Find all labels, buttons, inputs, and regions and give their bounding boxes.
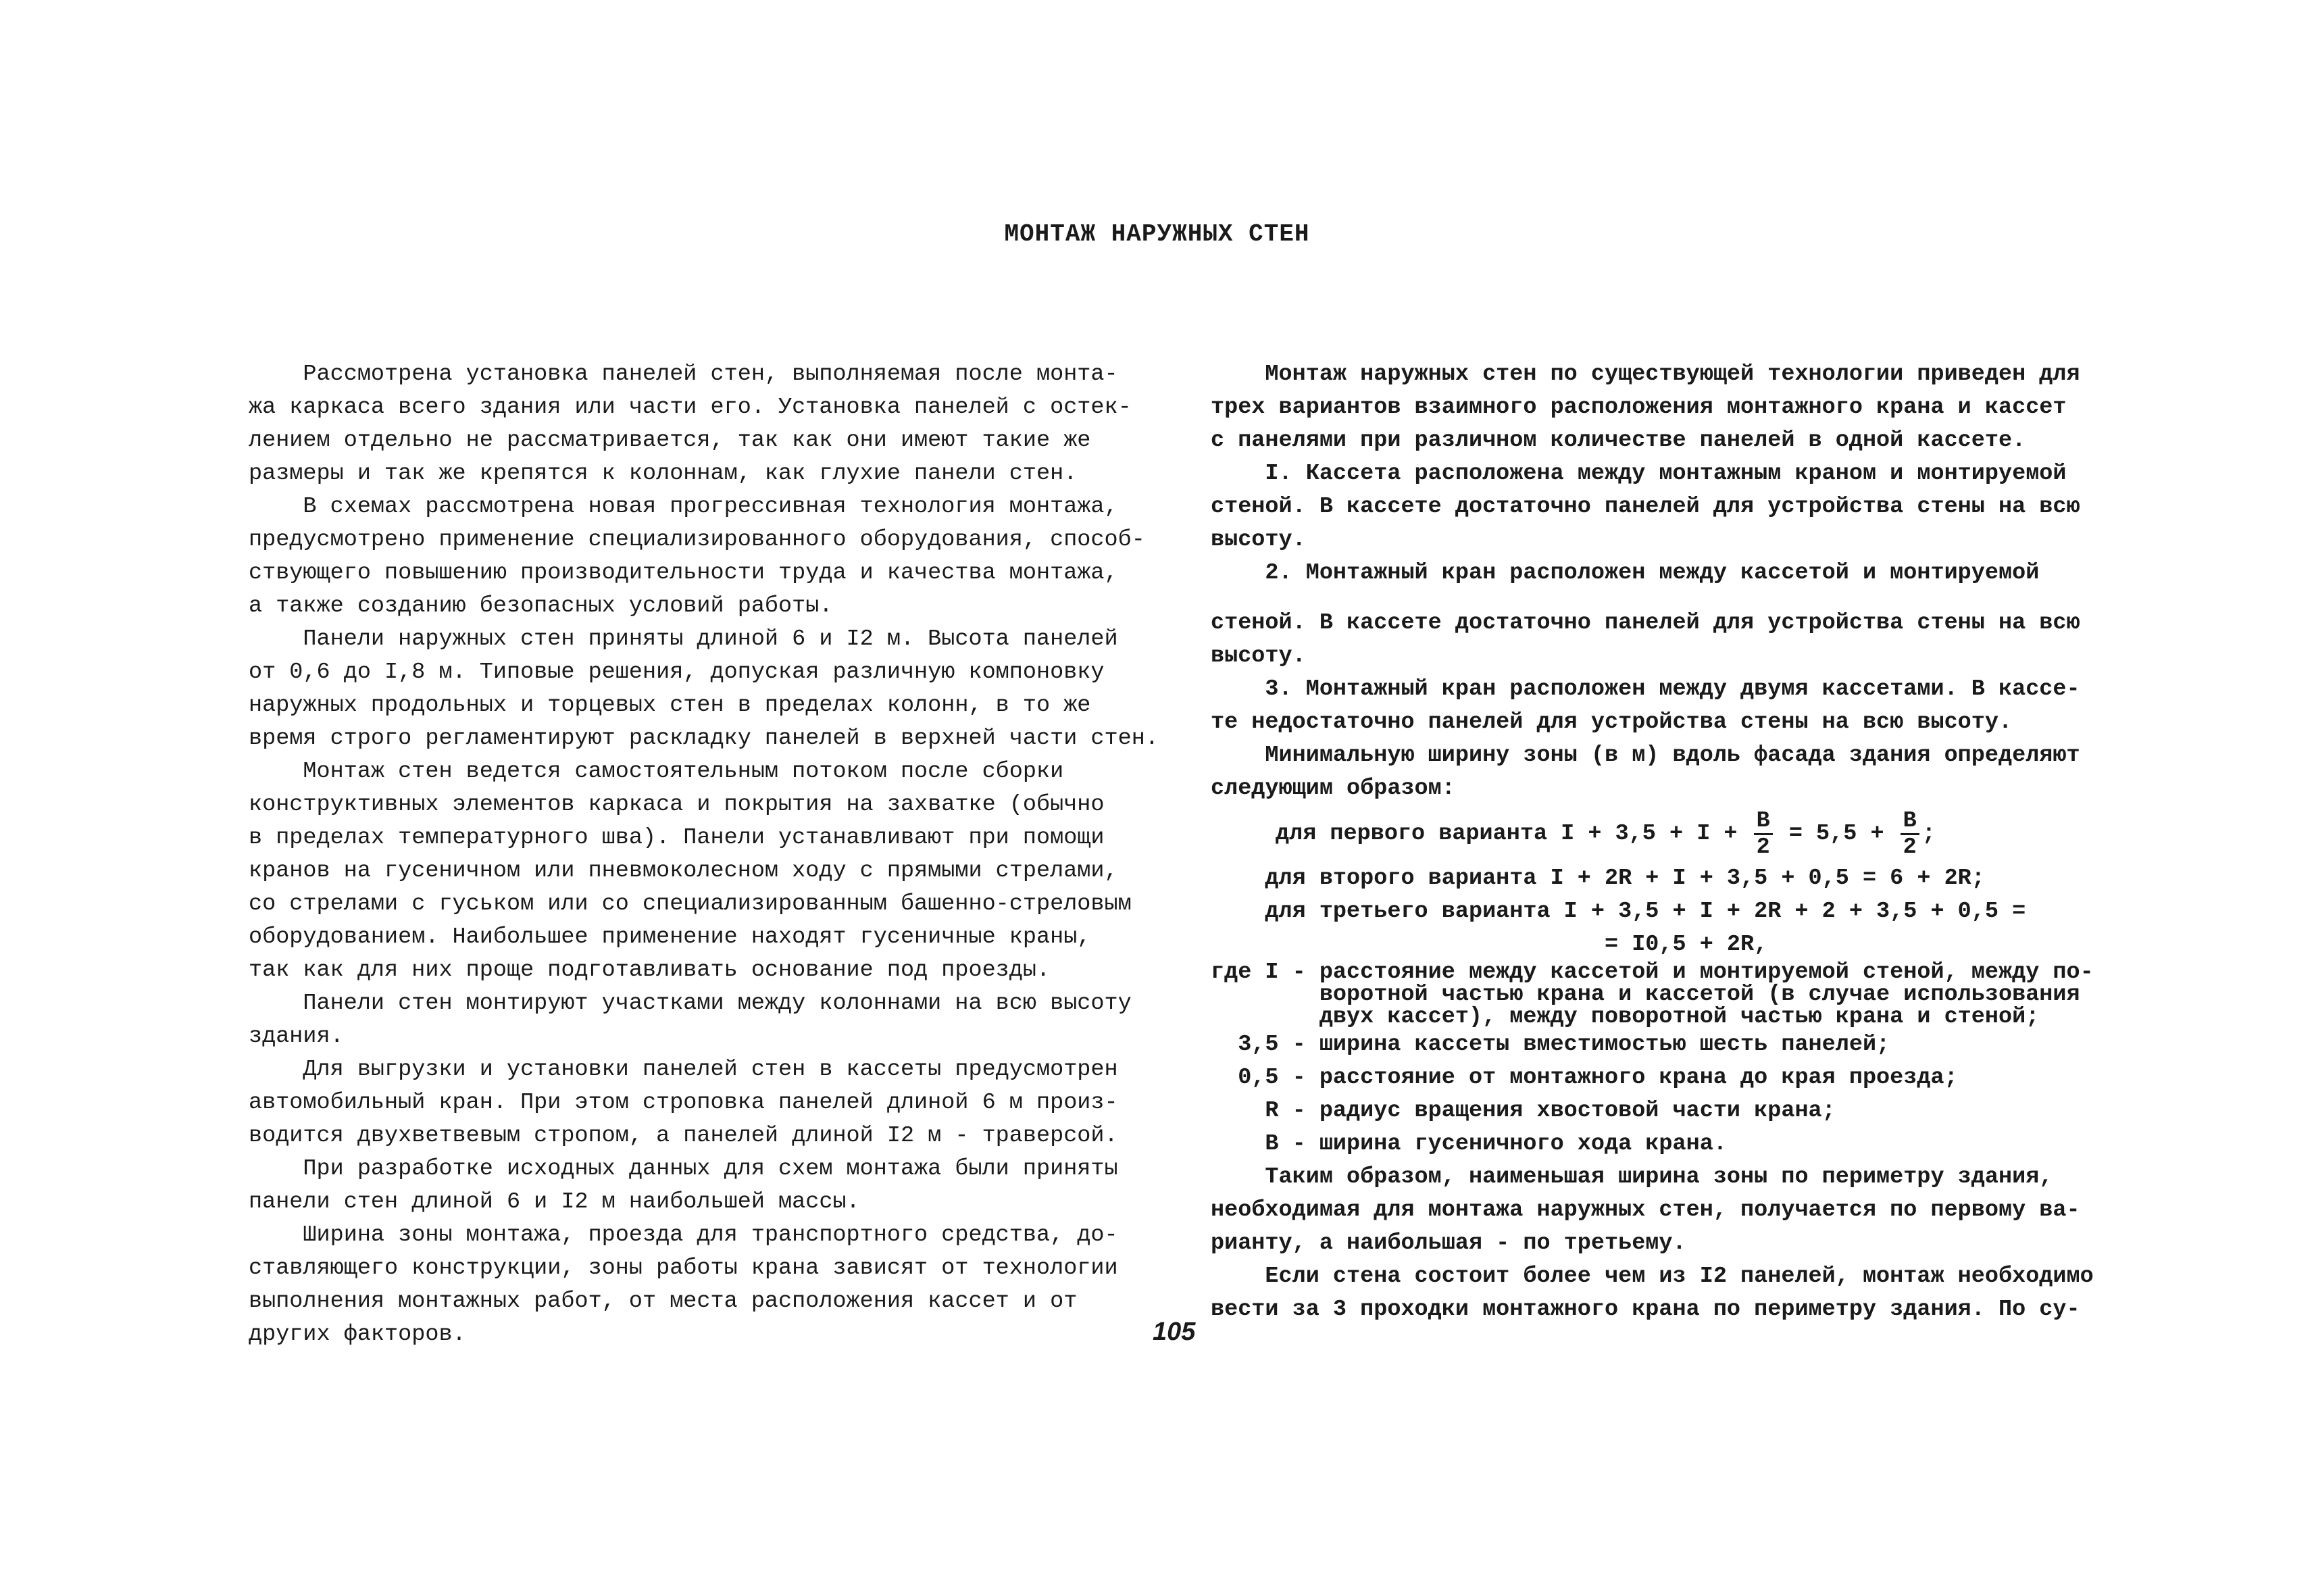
text-line: от 0,6 до I,8 м. Типовые решения, допуская различную компоновку — [249, 659, 1105, 685]
text-line: с панелями при различном количестве панелей в одной кассете. — [1211, 428, 2026, 453]
where-definitions — [1211, 959, 2096, 1030]
text-line: 2. Монтажный кран расположен между кассетой и монтируемой — [1211, 560, 2040, 586]
text-line: те недостаточно панелей для устройства стены на всю высоту. — [1211, 709, 2013, 735]
page-number: 105 — [1153, 1318, 1196, 1346]
fraction-b-over-2 — [1754, 809, 1773, 859]
spacer — [1211, 590, 2096, 607]
text-line: наружных продольных и торцевых стен в пределах колонн, в то же — [249, 693, 1091, 718]
text-line: Монтаж стен ведется самостоятельным потоком после сборки — [249, 759, 1064, 784]
formula-prefix: для первого варианта I + 3,5 + I + — [1276, 820, 1751, 847]
text-line: так как для них проще подготавливать основание под проезды. — [249, 957, 1051, 983]
right-column — [1211, 358, 2096, 1326]
text-line: конструктивных элементов каркаса и покрытия на захватке (обычно — [249, 792, 1105, 818]
definition-line: где I - расстояние между кассетой и монтируемой стеной, между по- — [1211, 959, 2094, 985]
text-line: высоту. — [1211, 527, 1306, 553]
text-line: других факторов. — [249, 1322, 466, 1347]
text-line: время строго регламентируют раскладку панелей в верхней части стен. — [249, 726, 1159, 751]
text-line: размеры и так же крепятся к колоннам, как глухие панели стен. — [249, 461, 1078, 487]
formula-middle: = 5,5 + — [1775, 820, 1898, 847]
left-column — [249, 358, 1159, 1351]
text-line: рианту, а наибольшая - по третьему. — [1211, 1230, 1686, 1256]
text-line: здания. — [249, 1024, 344, 1049]
text-line: стеной. В кассете достаточно панелей для устройства стены на всю — [1211, 610, 2080, 636]
text-line: В схемах рассмотрена новая прогрессивная технология монтажа, — [249, 494, 1118, 520]
definition-line: воротной частью крана и кассетой (в случае использования — [1211, 982, 2080, 1007]
text-line: При разработке исходных данных для схем монтажа были приняты — [249, 1156, 1118, 1182]
legend-line: 0,5 - расстояние от монтажного крана до края проезда; — [1211, 1065, 1958, 1091]
text-line: Если стена состоит более чем из I2 панелей, монтаж необходимо — [1211, 1264, 2094, 1289]
text-line: Панели наружных стен приняты длиной 6 и I2 м. Высота панелей — [249, 626, 1118, 652]
text-line: 3. Монтажный кран расположен между двумя кассетами. В кассе- — [1211, 676, 2080, 702]
text-line: трех вариантов взаимного расположения монтажного крана и кассет — [1211, 395, 2067, 420]
fraction-numerator: B — [1901, 809, 1919, 835]
fraction-denominator: 2 — [1903, 834, 1917, 860]
text-line: водится двухветвевым стропом, а панелей длиной I2 м - траверсой. — [249, 1123, 1118, 1149]
text-line: предусмотрено применение специализированного оборудования, способ- — [249, 527, 1145, 553]
formula-suffix: ; — [1921, 820, 1936, 847]
text-line: I. Кассета расположена между монтажным краном и монтируемой — [1211, 461, 2067, 487]
fraction-numerator: B — [1754, 809, 1773, 835]
text-line: оборудованием. Наибольшее применение находят гусеничные краны, — [249, 924, 1091, 950]
text-line: а также созданию безопасных условий работы. — [249, 593, 833, 619]
text-line: в пределах температурного шва). Панели устанавливают при помощи — [249, 825, 1105, 851]
text-line: жа каркаса всего здания или части его. Установка панелей с остек- — [249, 395, 1132, 420]
text-line: высоту. — [1211, 643, 1306, 669]
text-line: вести за 3 проходки монтажного крана по периметру здания. По су- — [1211, 1297, 2080, 1322]
formula-variant-3-result: = I0,5 + 2R, — [1211, 932, 1768, 957]
legend-line: B - ширина гусеничного хода крана. — [1211, 1131, 1727, 1157]
text-line: Монтаж наружных стен по существующей технологии приведен для — [1211, 361, 2080, 387]
page-title: МОНТАЖ НАРУЖНЫХ СТЕН — [1004, 220, 1310, 248]
text-line: лением отдельно не рассматривается, так как они имеют такие же — [249, 428, 1091, 453]
legend-line: 3,5 - ширина кассеты вместимостью шесть панелей; — [1211, 1032, 1890, 1057]
text-line: Ширина зоны монтажа, проезда для транспортного средства, до- — [249, 1222, 1118, 1248]
fraction-b-over-2 — [1901, 809, 1919, 859]
formula-variant-1 — [1211, 805, 2096, 862]
text-line: со стрелами с гуськом или со специализированным башенно-стреловым — [249, 891, 1132, 917]
text-line: автомобильный кран. При этом строповка панелей длиной 6 м произ- — [249, 1090, 1118, 1116]
text-line: ствующего повышению производительности труда и качества монтажа, — [249, 560, 1118, 586]
formula-variant-3: для третьего варианта I + 3,5 + I + 2R + 2 + 3,5 + 0,5 = — [1211, 899, 2026, 924]
text-line: Панели стен монтируют участками между колоннами на всю высоту — [249, 991, 1132, 1016]
text-line: кранов на гусеничном или пневмоколесном ходу с прямыми стрелами, — [249, 858, 1118, 884]
text-line: стеной. В кассете достаточно панелей для устройства стены на всю — [1211, 494, 2080, 520]
definition-line: двух кассет), между поворотной частью крана и стеной; — [1211, 1004, 2040, 1030]
legend-line: R - радиус вращения хвостовой части крана; — [1211, 1098, 1836, 1124]
text-line: необходимая для монтажа наружных стен, получается по первому ва- — [1211, 1197, 2080, 1223]
text-line: ставляющего конструкции, зоны работы крана зависят от технологии — [249, 1255, 1118, 1281]
text-line: выполнения монтажных работ, от места расположения кассет и от — [249, 1289, 1078, 1314]
text-line: Минимальную ширину зоны (в м) вдоль фасада здания определяют — [1211, 743, 2080, 768]
text-line: панели стен длиной 6 и I2 м наибольшей массы. — [249, 1189, 860, 1215]
text-line: следующим образом: — [1211, 776, 1455, 801]
fraction-denominator: 2 — [1756, 834, 1770, 860]
text-line: Для выгрузки и установки панелей стен в кассеты предусмотрен — [249, 1057, 1118, 1082]
text-line: Таким образом, наименьшая ширина зоны по периметру здания, — [1211, 1164, 2053, 1190]
formula-variant-2: для второго варианта I + 2R + I + 3,5 + 0,5 = 6 + 2R; — [1211, 866, 1985, 891]
text-line: Рассмотрена установка панелей стен, выполняемая после монта- — [249, 361, 1118, 387]
